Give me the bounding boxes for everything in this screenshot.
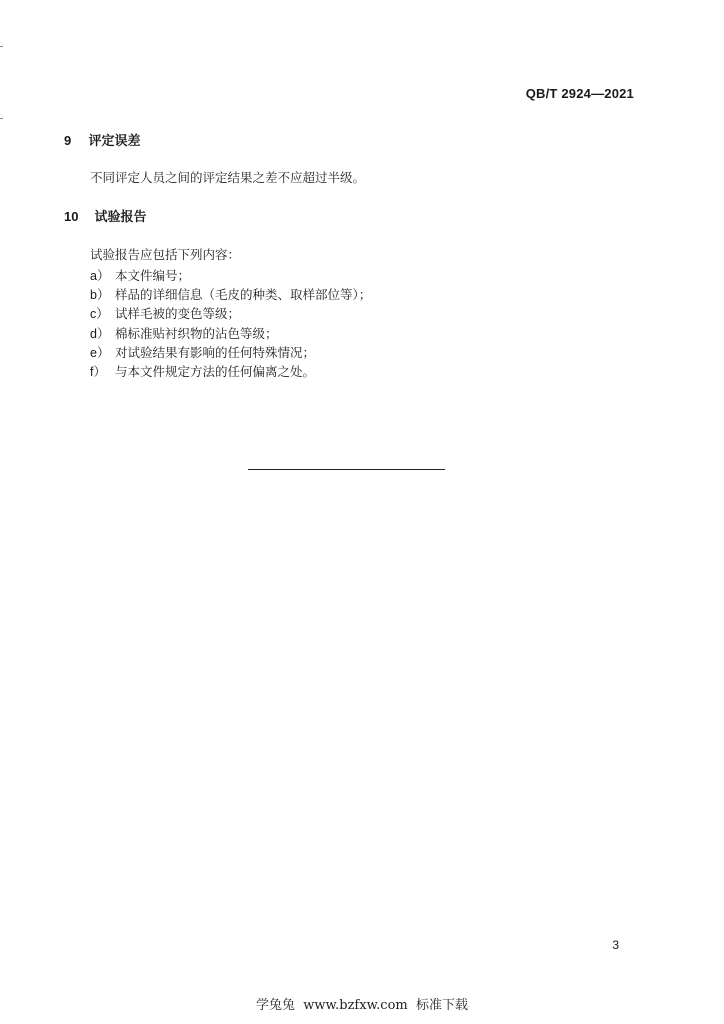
list-item	[90, 323, 371, 342]
list-item-text: 样品的详细信息（毛皮的种类、取样部位等）；	[115, 286, 372, 302]
end-of-document-rule	[248, 469, 445, 470]
list-item-text: 与本文件规定方法的任何偏离之处。	[115, 364, 316, 380]
list-item	[90, 342, 371, 361]
list-item-marker: d）	[90, 326, 110, 341]
list-item-text: 棉标准贴衬织物的沾色等级；	[115, 325, 278, 341]
section-9-number: 9	[64, 133, 72, 148]
list-item-marker: e）	[90, 345, 110, 360]
section-10-heading	[64, 206, 147, 225]
list-item-text: 对试验结果有影响的任何特殊情况；	[115, 344, 316, 360]
scan-edge-mark	[0, 46, 3, 47]
list-item	[90, 284, 371, 303]
page-number: 3	[612, 938, 619, 952]
section-9-title: 评定误差	[88, 134, 141, 149]
standard-code: QB/T 2924—2021	[525, 86, 634, 101]
scan-edge-mark	[0, 118, 3, 119]
list-item-text: 本文件编号；	[115, 267, 191, 283]
section-10-intro: 试验报告应包括下列内容：	[90, 247, 241, 262]
section-9-body: 不同评定人员之间的评定结果之差不应超过半级。	[90, 170, 366, 185]
list-item-marker: f）	[90, 365, 106, 380]
list-item-marker: a）	[90, 268, 110, 283]
section-10-number: 10	[64, 209, 79, 224]
list-item-marker: c）	[90, 307, 109, 322]
list-item-marker: b）	[90, 287, 110, 302]
list-item	[90, 361, 371, 380]
section-10-title: 试验报告	[94, 210, 147, 225]
section-9-heading	[64, 130, 141, 149]
list-item	[90, 304, 371, 323]
report-content-list	[90, 265, 371, 381]
watermark-text: 学兔兔 www.bzfxw.com 标准下载	[256, 998, 468, 1013]
list-item	[90, 265, 371, 284]
list-item-text: 试样毛被的变色等级；	[115, 306, 241, 322]
